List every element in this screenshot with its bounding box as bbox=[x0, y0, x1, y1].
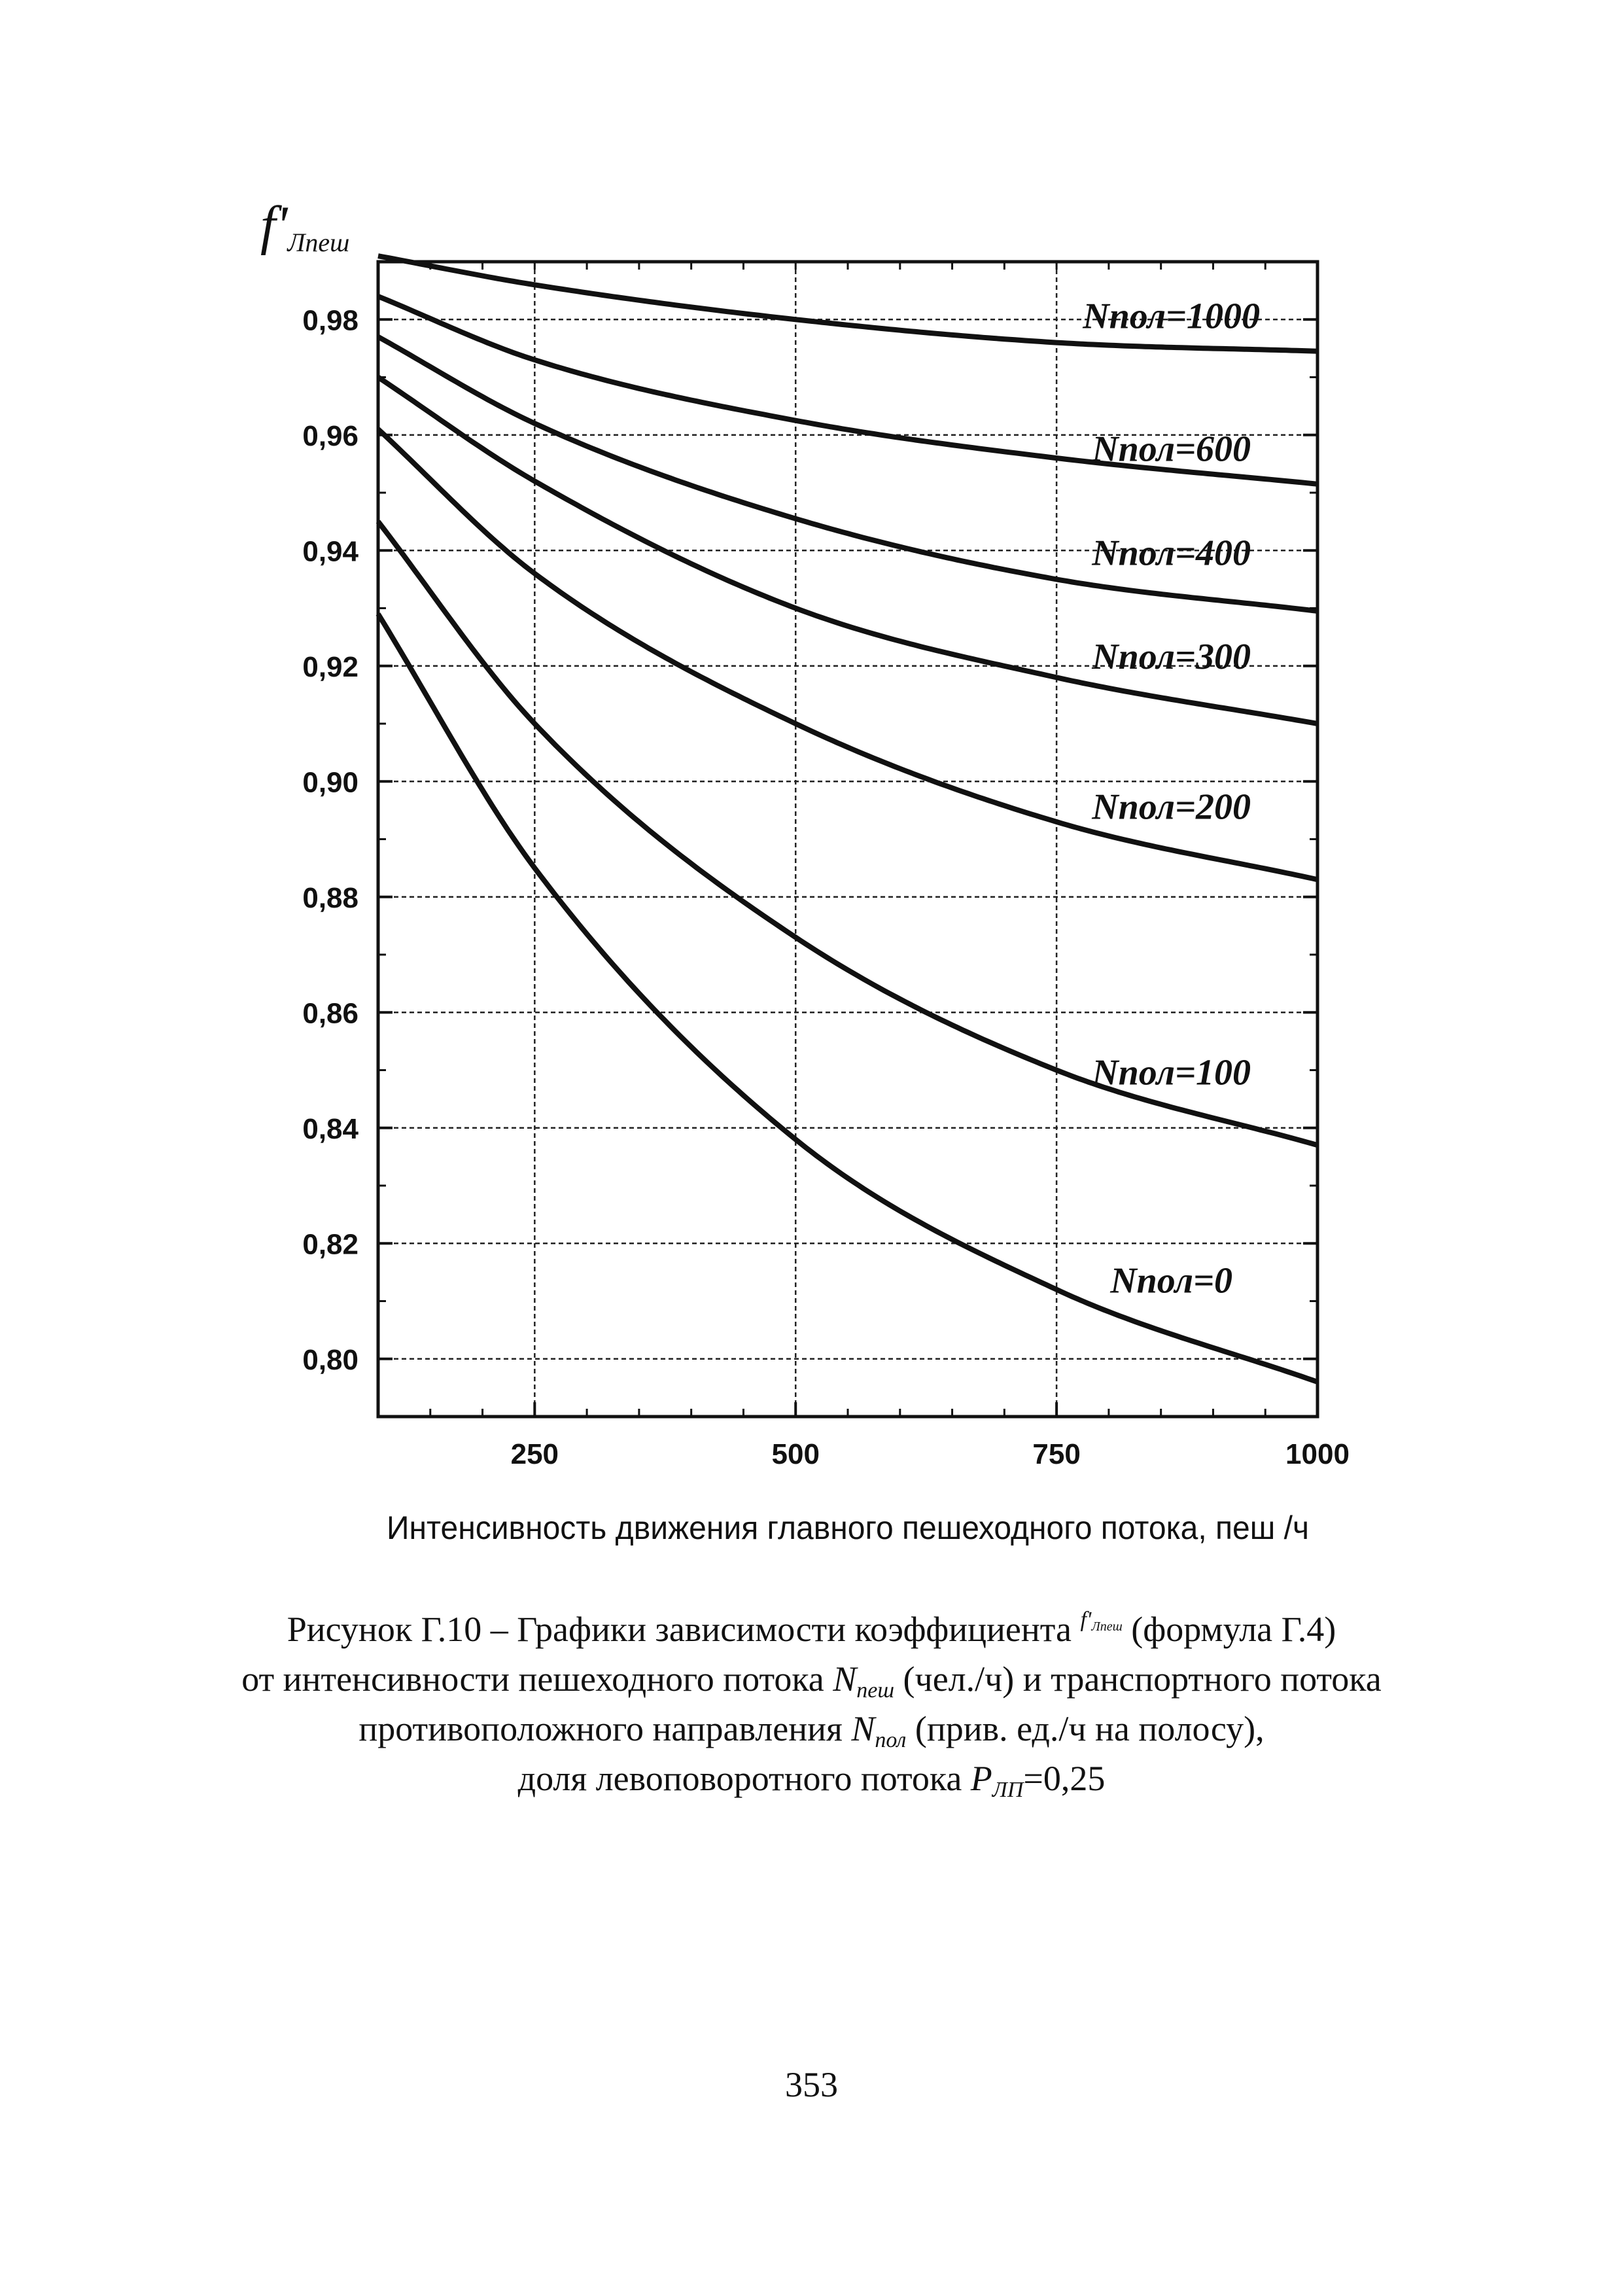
caption-var-npol: $N_{пол}$ bbox=[851, 1709, 907, 1752]
x-tick-label: 1000 bbox=[1285, 1438, 1350, 1470]
curve-label: Nпол=200 bbox=[1092, 786, 1251, 828]
y-tick-label: 0,82 bbox=[302, 1228, 358, 1261]
caption-line-4: доля левоповоротного потока $P_{ЛП}=0,25$ bbox=[517, 1759, 1106, 1802]
y-tick-label: 0,92 bbox=[302, 650, 358, 683]
caption-line-3: противоположного направления $N_{пол}$ (прив. ед./ч на полосу), bbox=[358, 1709, 1265, 1752]
curve-label: Nпол=400 bbox=[1092, 533, 1251, 574]
curve-label: Nпол=100 bbox=[1092, 1052, 1251, 1093]
caption-line-1-formula: (формула Г.4) bbox=[1131, 1610, 1336, 1649]
caption-line-1 bbox=[0, 1604, 1623, 1659]
x-tick-label: 500 bbox=[771, 1438, 820, 1470]
y-tick-label: 0,80 bbox=[302, 1343, 358, 1376]
y-axis-label-sub: Лпеш bbox=[287, 228, 350, 257]
caption-f-symbol: f'Лпеш bbox=[1080, 1608, 1123, 1634]
y-axis-label: f'Лпеш bbox=[260, 195, 350, 257]
y-tick-label: 0,88 bbox=[302, 881, 358, 914]
page-number: 353 bbox=[785, 2065, 838, 2104]
y-tick-label: 0,90 bbox=[302, 766, 358, 799]
y-tick-label: 0,98 bbox=[302, 304, 358, 337]
series-line bbox=[378, 521, 1318, 1145]
curve-labels bbox=[1082, 296, 1260, 1301]
y-tick-label: 0,86 bbox=[302, 997, 358, 1030]
x-tick-label: 750 bbox=[1032, 1438, 1081, 1470]
y-tick-label: 0,96 bbox=[302, 419, 358, 452]
curve-label: Nпол=300 bbox=[1092, 637, 1251, 678]
curve-label: Nпол=600 bbox=[1092, 429, 1251, 470]
caption-var-plp: $P_{ЛП}$ bbox=[970, 1759, 1024, 1802]
caption-line-1-text: Рисунок Г.10 – Графики зависимости коэффициента bbox=[287, 1610, 1072, 1649]
x-tick-label: 250 bbox=[510, 1438, 559, 1470]
caption-line-2: от интенсивности пешеходного потока $N_{пеш}$ (чел./ч) и транспортного потока bbox=[241, 1659, 1382, 1703]
caption-var-npesh: $N_{пеш}$ bbox=[833, 1659, 895, 1703]
y-tick-label: 0,94 bbox=[302, 535, 358, 568]
curve-label: Nпол=0 bbox=[1110, 1260, 1233, 1301]
curve-label: Nпол=1000 bbox=[1083, 296, 1261, 337]
y-tick-label: 0,84 bbox=[302, 1112, 358, 1145]
x-axis-label: Интенсивность движения главного пешеходного потока, пеш /ч bbox=[387, 1510, 1309, 1546]
